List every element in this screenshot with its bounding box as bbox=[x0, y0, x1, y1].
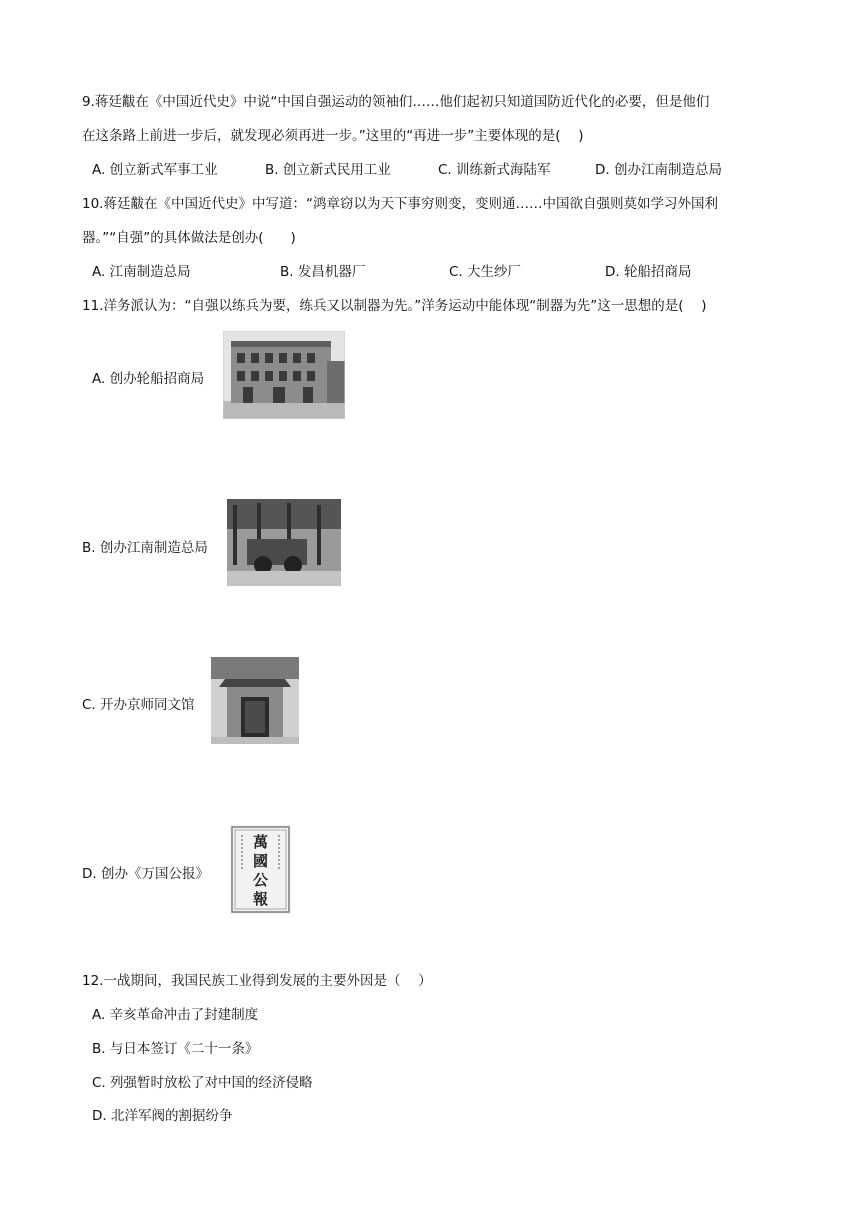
q11-option-a: A. 创办轮船招商局 bbox=[92, 371, 205, 387]
q10-stem-line1: 10.蒋廷黻在《中国近代史》中写道：“鸿章窃以为天下事穷则变，变则通……中国欲自强则莫如学习外国利 bbox=[82, 196, 718, 212]
q11-option-d-poster bbox=[230, 825, 291, 914]
q12-option-a: A. 辛亥革命冲击了封建制度 bbox=[92, 1007, 259, 1023]
poster-char-2: 國 bbox=[252, 852, 269, 870]
q11-option-a-photo bbox=[223, 331, 345, 419]
q11-option-c-photo bbox=[211, 657, 299, 744]
q12-option-c: C. 列强暂时放松了对中国的经济侵略 bbox=[92, 1075, 313, 1091]
q11-option-b-photo bbox=[227, 499, 341, 586]
q11-option-c: C. 开办京师同文馆 bbox=[82, 697, 195, 713]
q12-stem: 12.一战期间，我国民族工业得到发展的主要外因是（ ） bbox=[82, 973, 432, 989]
q12-option-d: D. 北洋军阀的割据纷争 bbox=[92, 1108, 233, 1124]
q10-stem-line2: 器。”“自强”的具体做法是创办( ) bbox=[82, 230, 296, 246]
q9-stem-line2: 在这条路上前进一步后，就发现必须再进一步。”这里的“再进一步”主要体现的是( ) bbox=[82, 128, 584, 144]
q10-option-c: C. 大生纱厂 bbox=[449, 264, 522, 280]
q10-option-b: B. 发昌机器厂 bbox=[280, 264, 366, 280]
q9-option-c: C. 训练新式海陆军 bbox=[438, 162, 551, 178]
q9-option-a: A. 创立新式军事工业 bbox=[92, 162, 218, 178]
poster-char-4: 報 bbox=[252, 890, 269, 908]
q11-stem: 11.洋务派认为：“自强以练兵为要，练兵又以制器为先。”洋务运动中能体现“制器为先”这一思想的是( ) bbox=[82, 298, 707, 314]
q10-option-d: D. 轮船招商局 bbox=[605, 264, 692, 280]
poster-char-3: 公 bbox=[252, 871, 269, 889]
q12-option-b: B. 与日本签订《二十一条》 bbox=[92, 1041, 259, 1057]
q10-option-a: A. 江南制造总局 bbox=[92, 264, 191, 280]
q9-option-d: D. 创办江南制造总局 bbox=[595, 162, 722, 178]
q9-stem-line1: 9.蒋廷黻在《中国近代史》中说“中国自强运动的领袖们……他们起初只知道国防近代化的必要，但是他们 bbox=[82, 94, 710, 110]
poster-char-1: 萬 bbox=[252, 833, 269, 851]
q11-option-d: D. 创办《万国公报》 bbox=[82, 866, 209, 882]
q9-option-b: B. 创立新式民用工业 bbox=[265, 162, 391, 178]
q11-option-b: B. 创办江南制造总局 bbox=[82, 540, 208, 556]
